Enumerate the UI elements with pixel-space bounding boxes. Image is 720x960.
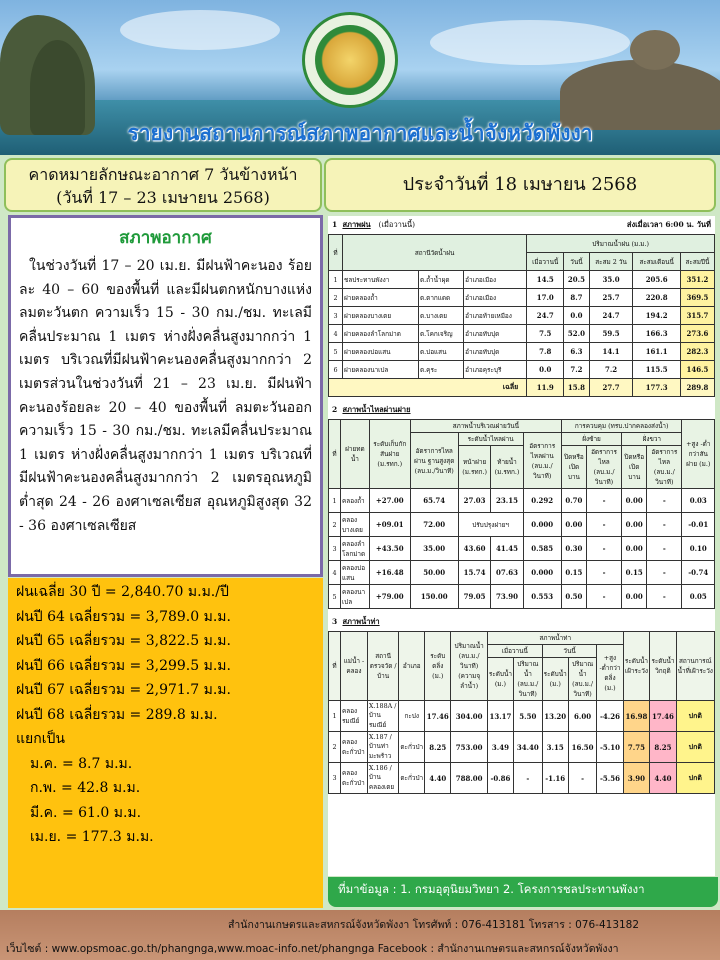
col-header: เมื่อวานนี้	[527, 253, 564, 271]
table-cell: 0.03	[682, 489, 715, 513]
rainfall-line: แยกเป็น	[16, 731, 65, 747]
table-cell: คลองบางเตย	[341, 513, 370, 537]
table-cell: 115.5	[633, 361, 680, 379]
table-cell: 8.25	[425, 732, 451, 763]
table-cell: ตะกั่วป่า	[399, 732, 425, 763]
table-cell: 11.9	[527, 379, 564, 397]
table-cell: 4	[329, 561, 341, 585]
table-cell: 788.00	[451, 763, 488, 794]
table-cell: -	[586, 537, 621, 561]
table-row	[329, 585, 715, 609]
table-cell: 13.20	[542, 701, 568, 732]
col-header: ปริมาณน้ำ (ลบ.ม./วินาที)	[513, 658, 542, 701]
col-header: อำเภอ	[399, 632, 425, 701]
table-cell: -0.74	[682, 561, 715, 585]
col-header: ระดับตลิ่ง (ม.)	[425, 632, 451, 701]
ministry-seal-logo	[302, 12, 398, 108]
col-header: สถานีวัดน้ำฝน	[343, 235, 527, 271]
data-source-banner: ที่มาข้อมูล : 1. กรมอุตุนิยมวิทยา 2. โครงการชลประทานพังงา	[328, 877, 718, 907]
table-cell: 194.2	[633, 307, 680, 325]
table-cell: 24.7	[589, 307, 633, 325]
rainfall-summary-panel	[8, 578, 323, 908]
col-header: ที่	[329, 632, 341, 701]
table-cell: 0.00	[622, 489, 647, 513]
col-header: ฝายทดน้ำ	[341, 420, 370, 489]
table-cell: อำเภอทับปุด	[464, 325, 527, 343]
rainfall-table	[328, 234, 715, 397]
table-cell: 304.00	[451, 701, 488, 732]
table-cell: 27.7	[589, 379, 633, 397]
table-cell: X.187 / บ้านท่ามะพร้าว	[367, 732, 399, 763]
table-cell: 17.0	[527, 289, 564, 307]
table-cell: คลองบ่อแสน	[341, 561, 370, 585]
table-cell: 7.2	[589, 361, 633, 379]
col-header: +สูง -ต่ำกว่าตลิ่ง (ม.)	[597, 645, 623, 701]
table-cell: ต.ตากแดด	[418, 289, 463, 307]
table-cell: 65.74	[410, 489, 458, 513]
col-header: ที่	[329, 420, 341, 489]
table-cell: 17.46	[650, 701, 676, 732]
table-cell: 3.90	[623, 763, 650, 794]
table-cell: คลองนาเปล	[341, 585, 370, 609]
table-cell: 52.0	[564, 325, 589, 343]
table-cell: 3	[329, 763, 341, 794]
table-cell: ต.คุระ	[418, 361, 463, 379]
col-header: สถานีตรวจวัด / บ้าน	[367, 632, 399, 701]
table-cell: -	[513, 763, 542, 794]
table-cell: อำเภอเมือง	[464, 289, 527, 307]
table-cell: -0.86	[487, 763, 513, 794]
table-cell: 7.2	[564, 361, 589, 379]
rainfall-line: ฝนเฉลี่ย 30 ปี = 2,840.70 ม.ม./ปี	[16, 584, 229, 600]
table-cell: -	[586, 513, 621, 537]
table-cell: ปกติ	[676, 732, 714, 763]
table-cell: กะปง	[399, 701, 425, 732]
table-cell: -0.01	[682, 513, 715, 537]
table-cell: +43.50	[369, 537, 410, 561]
table-cell: 3.49	[487, 732, 513, 763]
table-cell: 177.3	[633, 379, 680, 397]
table-cell: 146.5	[680, 361, 714, 379]
table-cell: คลองลำโลกม่าด	[341, 537, 370, 561]
table-cell: 0.585	[523, 537, 561, 561]
table-cell: X.188A / บ้านรมณีย์	[367, 701, 399, 732]
table-cell: 34.40	[513, 732, 542, 763]
col-header: ระดับน้ำ (ม.)	[487, 658, 513, 701]
table-cell: -	[647, 537, 682, 561]
table-cell: ฝายคลองบางเตย	[343, 307, 419, 325]
table-row	[329, 325, 715, 343]
table-cell: 0.15	[561, 561, 586, 585]
table-cell: 0.00	[622, 537, 647, 561]
rainfall-line: ฝนปี 65 เฉลี่ยรวม = 3,822.5 ม.ม.	[16, 633, 231, 649]
table-cell: 0.15	[622, 561, 647, 585]
table-cell: 0.00	[622, 585, 647, 609]
table-cell: 7.5	[527, 325, 564, 343]
col-header: ระดับน้ำวิกฤติ	[650, 632, 676, 701]
col-header: ปิดหรือเปิดบาน	[561, 446, 586, 489]
table-cell: ฝายคลองบ่อแสน	[343, 343, 419, 361]
table-cell: 282.3	[680, 343, 714, 361]
table-cell: 35.0	[589, 271, 633, 289]
table-cell: ต.บ่อแสน	[418, 343, 463, 361]
col-header: ปริมาณน้ำฝน (ม.ม.)	[527, 235, 715, 253]
table-cell: 59.5	[589, 325, 633, 343]
table-cell: ฝายคลองลำโลกม่าด	[343, 325, 419, 343]
table-cell: +79.00	[369, 585, 410, 609]
table-cell: 0.292	[523, 489, 561, 513]
page-title: รายงานสถานการณ์สภาพอากาศและน้ำจังหวัดพังงา	[127, 121, 593, 145]
table-cell: 0.30	[561, 537, 586, 561]
table-row	[329, 289, 715, 307]
table-cell: 205.6	[633, 271, 680, 289]
table-cell: 23.15	[491, 489, 523, 513]
table-cell: 369.5	[680, 289, 714, 307]
col-header: สถานการณ์น้ำที่เฝ้าระวัง	[676, 632, 714, 701]
rainfall-line: ฝนปี 68 เฉลี่ยรวม = 289.8 ม.ม.	[16, 706, 218, 723]
table-cell: X.186 / บ้านคลองเตย	[367, 763, 399, 794]
water-report-document	[328, 216, 715, 876]
table-cell: 13.17	[487, 701, 513, 732]
col-header: แม่น้ำ - คลอง	[341, 632, 368, 701]
table-cell: 0.70	[561, 489, 586, 513]
table-cell: 16.98	[623, 701, 650, 732]
col-header: เมื่อวานนี้	[487, 645, 542, 658]
col-header: ฝั่งซ้าย	[561, 433, 621, 446]
table-cell: 43.60	[458, 537, 491, 561]
col-header: สะสม 2 วัน	[589, 253, 633, 271]
table-cell: 27.03	[458, 489, 491, 513]
table-row	[329, 701, 715, 732]
table-cell: 5.50	[513, 701, 542, 732]
table-cell: ฝายคลองนาเปล	[343, 361, 419, 379]
table-cell: 0.10	[682, 537, 715, 561]
table-cell: 3	[329, 537, 341, 561]
table-cell: 20.5	[564, 271, 589, 289]
sent-time: ส่งเมื่อเวลา 6:00 น. วันที่	[626, 220, 711, 229]
table-row	[329, 763, 715, 794]
col-header: อัตราการไหล (ลบ.ม./วินาที)	[586, 446, 621, 489]
table-cell: ปรับปรุงฝายฯ	[458, 513, 523, 537]
table-cell: 4	[329, 325, 343, 343]
table-cell: 0.553	[523, 585, 561, 609]
table-cell: 16.50	[568, 732, 597, 763]
col-header: อัตราการไหลผ่าน (ลบ.ม./วินาที)	[523, 433, 561, 489]
table-cell: 8.7	[564, 289, 589, 307]
table-cell: -4.26	[597, 701, 623, 732]
table-row	[329, 343, 715, 361]
table-cell: 273.6	[680, 325, 714, 343]
table-cell: ตะกั่วป่า	[399, 763, 425, 794]
table-row	[329, 361, 715, 379]
table-cell: -	[647, 561, 682, 585]
table-cell: ชลประทานพังงา	[343, 271, 419, 289]
report-date-box: ประจำวันที่ 18 เมษายน 2568	[324, 158, 716, 212]
table-cell: 0.00	[561, 513, 586, 537]
table-cell: 2	[329, 289, 343, 307]
section-number: 1	[332, 220, 338, 229]
table-cell: -5.56	[597, 763, 623, 794]
table-cell: 6	[329, 361, 343, 379]
table-cell: 161.1	[633, 343, 680, 361]
table-cell: ต.บางเตย	[418, 307, 463, 325]
col-header: ฝั่งขวา	[622, 433, 682, 446]
table-row	[329, 513, 715, 537]
table-cell: ปกติ	[676, 763, 714, 794]
table-cell: 3.15	[542, 732, 568, 763]
monthly-rainfall: ม.ค. = 8.7 ม.ม.	[30, 755, 133, 772]
table-cell: 15.8	[564, 379, 589, 397]
section-2-header	[328, 401, 715, 419]
table-cell: 14.1	[589, 343, 633, 361]
table-cell: +09.01	[369, 513, 410, 537]
col-header: สภาพน้ำบริเวณฝายวันนี้	[410, 420, 561, 433]
col-header: +สูง -ต่ำกว่าสันฝาย (ม.)	[682, 420, 715, 489]
river-flow-table	[328, 631, 715, 794]
table-cell: 5	[329, 343, 343, 361]
header-banner	[0, 0, 720, 155]
table-cell: 50.00	[410, 561, 458, 585]
table-cell: 6.00	[568, 701, 597, 732]
table-cell: 1	[329, 271, 343, 289]
table-row	[329, 489, 715, 513]
table-cell: 0.00	[622, 513, 647, 537]
col-header: ปิดหรือเปิดบาน	[622, 446, 647, 489]
weir-flow-table	[328, 419, 715, 609]
table-cell: 6.3	[564, 343, 589, 361]
table-cell: 1	[329, 489, 341, 513]
table-cell: ปกติ	[676, 701, 714, 732]
table-cell: ฝายคลองถ้ำ	[343, 289, 419, 307]
table-cell: 4.40	[650, 763, 676, 794]
col-header: อัตราการไหล (ลบ.ม./วินาที)	[647, 446, 682, 489]
col-header: วันนี้	[564, 253, 589, 271]
table-cell: 150.00	[410, 585, 458, 609]
col-header: สะสมเดือนนี้	[633, 253, 680, 271]
table-cell: 0.0	[527, 361, 564, 379]
table-cell: 0.50	[561, 585, 586, 609]
table-cell: -	[586, 489, 621, 513]
table-cell: 41.45	[491, 537, 523, 561]
section-number: 2	[332, 405, 338, 414]
footer-contact: สำนักงานเกษตรและสหกรณ์จังหวัดพังงา โทรศัพท์ : 076-413181 โทรสาร : 076-413182	[228, 919, 640, 931]
col-header: ระดับน้ำไหลผ่าน	[458, 433, 523, 446]
table-cell: 0.000	[523, 513, 561, 537]
table-cell: 0.000	[523, 561, 561, 585]
section-1-header	[328, 216, 715, 234]
table-cell: 0.05	[682, 585, 715, 609]
col-header: ท้ายน้ำ (ม.รทก.)	[491, 446, 523, 489]
table-cell: 166.3	[633, 325, 680, 343]
section-title: สภาพฝน	[342, 220, 371, 229]
col-header: ระดับน้ำเฝ้าระวัง	[623, 632, 650, 701]
forecast-dates: (วันที่ 17 – 23 เมษายน 2568)	[56, 188, 270, 207]
rainfall-line: ฝนปี 66 เฉลี่ยรวม = 3,299.5 ม.ม.	[16, 657, 231, 674]
table-cell: 15.74	[458, 561, 491, 585]
table-cell: 24.7	[527, 307, 564, 325]
table-cell: 351.2	[680, 271, 714, 289]
monthly-rainfall: เม.ย. = 177.3 ม.ม.	[30, 829, 154, 845]
table-cell: 79.05	[458, 585, 491, 609]
table-cell: +27.00	[369, 489, 410, 513]
boulder-image	[630, 30, 680, 70]
table-cell: -	[568, 763, 597, 794]
table-cell: 35.00	[410, 537, 458, 561]
rainfall-line: ฝนปี 67 เฉลี่ยรวม = 2,971.7 ม.ม.	[16, 682, 231, 698]
forecast-heading: คาดหมายลักษณะอากาศ 7 วันข้างหน้า	[28, 165, 298, 184]
table-cell: +16.48	[369, 561, 410, 585]
section-title: สภาพน้ำท่า	[342, 617, 380, 626]
weather-panel	[8, 215, 323, 577]
average-row	[329, 379, 715, 397]
forecast-period-box	[4, 158, 322, 212]
table-cell: 7.8	[527, 343, 564, 361]
col-header: ปริมาณน้ำ (ลบ.ม./วินาที) (ความจุลำน้ำ)	[451, 632, 488, 701]
table-row	[329, 271, 715, 289]
table-cell: -	[586, 585, 621, 609]
cloud-decoration	[120, 10, 280, 50]
table-cell: 289.8	[680, 379, 714, 397]
table-cell: -	[647, 489, 682, 513]
col-header: ระดับน้ำ (ม.)	[542, 658, 568, 701]
col-header: ที่	[329, 235, 343, 271]
table-cell: 73.90	[491, 585, 523, 609]
table-row	[329, 561, 715, 585]
weather-description: ในช่วงวันที่ 17 – 20 เม.ย. มีฝนฟ้าคะนอง ร้อยละ 40 – 60 ของพื้นที่ และมีฝนตกหนักบางแห่งลมตะวันตก ความเร็ว 15 - 30 กม./ชม. ทะเลมีคลื่นประมาณ 1 เมตร ห่างฝั่งคลื่นสูงมากกว่า 1 เมตร บริเวณที่มีฝนฟ้าคะนองคลื่นสูงมากกว่า 2 เมตรส่วนในช่วงวันที่ 21 – 23 เม.ย. มีฝนฟ้าคะนองร้อยละ 20 – 40 ของพื้นที่ ลมตะวันออก ความเร็ว 15 - 30 กม./ชม. ทะเลมีคลื่นประมาณ 1 เมตร ห่างฝั่งคลื่นสูงมากกว่า 1 เมตร บริเวณที่มีฝนฟ้าคะนองคลื่นสูงมากกว่า 2 เมตรอุณหภูมิต่ำสุด 24 - 26 องศาเซลเซียส อุณหภูมิสูงสุด 32 - 36 องศาเซลเซียส	[19, 258, 312, 534]
table-cell: 07.63	[491, 561, 523, 585]
table-cell: -	[586, 561, 621, 585]
col-header: สภาพน้ำท่า	[487, 632, 623, 645]
table-cell: ต.โคกเจริญ	[418, 325, 463, 343]
table-cell: 4.40	[425, 763, 451, 794]
col-header: วันนี้	[542, 645, 597, 658]
monthly-rainfall: มี.ค. = 61.0 ม.ม.	[30, 804, 142, 821]
table-cell: 72.00	[410, 513, 458, 537]
table-row	[329, 732, 715, 763]
rainfall-line: ฝนปี 64 เฉลี่ยรวม = 3,789.0 ม.ม.	[16, 608, 231, 625]
table-cell: -	[647, 513, 682, 537]
table-cell: 17.46	[425, 701, 451, 732]
col-header: หน้าฝาย (ม.รทก.)	[458, 446, 491, 489]
table-row	[329, 307, 715, 325]
table-cell: 14.5	[527, 271, 564, 289]
table-cell: คลองตะกั่วป่า	[341, 732, 368, 763]
table-cell: คลองรมณีย์	[341, 701, 368, 732]
table-cell: อำเภอท้ายเหมือง	[464, 307, 527, 325]
table-cell: 25.7	[589, 289, 633, 307]
table-cell: อำเภอคุระบุรี	[464, 361, 527, 379]
table-row	[329, 537, 715, 561]
col-header: สะสมปีนี้	[680, 253, 714, 271]
table-cell: อำเภอเมือง	[464, 271, 527, 289]
table-cell: 220.8	[633, 289, 680, 307]
section-title: สภาพน้ำไหลผ่านฝาย	[342, 405, 411, 414]
table-cell: 753.00	[451, 732, 488, 763]
col-header: อัตราการไหลผ่าน ฐานสูงสุด (ลบ.ม./วินาที)	[410, 433, 458, 489]
footer	[0, 910, 720, 960]
table-cell: อำเภอทับปุด	[464, 343, 527, 361]
section-note: (เมื่อวานนี้)	[378, 220, 416, 229]
table-cell: 0.0	[564, 307, 589, 325]
table-cell: 1	[329, 701, 341, 732]
table-cell: -1.16	[542, 763, 568, 794]
col-header: ระดับเก็บกักสันฝาย (ม.รทก.)	[369, 420, 410, 489]
table-cell: -	[647, 585, 682, 609]
table-cell: คลองถ้ำ	[341, 489, 370, 513]
table-cell: 315.7	[680, 307, 714, 325]
table-cell: 2	[329, 732, 341, 763]
col-header: ปริมาณน้ำ (ลบ.ม./วินาที)	[568, 658, 597, 701]
section-3-header	[328, 613, 715, 631]
average-label: เฉลี่ย	[329, 379, 527, 397]
footer-website: เว็บไซต์ : www.opsmoac.go.th/phangnga,www.moac-info.net/phangnga Facebook : สำนักงานเกษตรและสหกรณ์จังหวัดพังงา	[6, 943, 619, 955]
section-number: 3	[332, 617, 338, 626]
table-cell: -5.10	[597, 732, 623, 763]
weather-title: สภาพอากาศ	[119, 228, 212, 248]
table-cell: 2	[329, 513, 341, 537]
table-cell: คลองตะกั่วป่า	[341, 763, 368, 794]
table-cell: 3	[329, 307, 343, 325]
monthly-rainfall: ก.พ. = 42.8 ม.ม.	[30, 780, 141, 796]
table-cell: ต.ถ้ำน้ำผุด	[418, 271, 463, 289]
cloud-decoration	[430, 20, 630, 65]
col-header: การควบคุม (ทรบ.ปากคลองส่งน้ำ)	[561, 420, 682, 433]
table-cell: 7.75	[623, 732, 650, 763]
table-cell: 8.25	[650, 732, 676, 763]
table-cell: 5	[329, 585, 341, 609]
